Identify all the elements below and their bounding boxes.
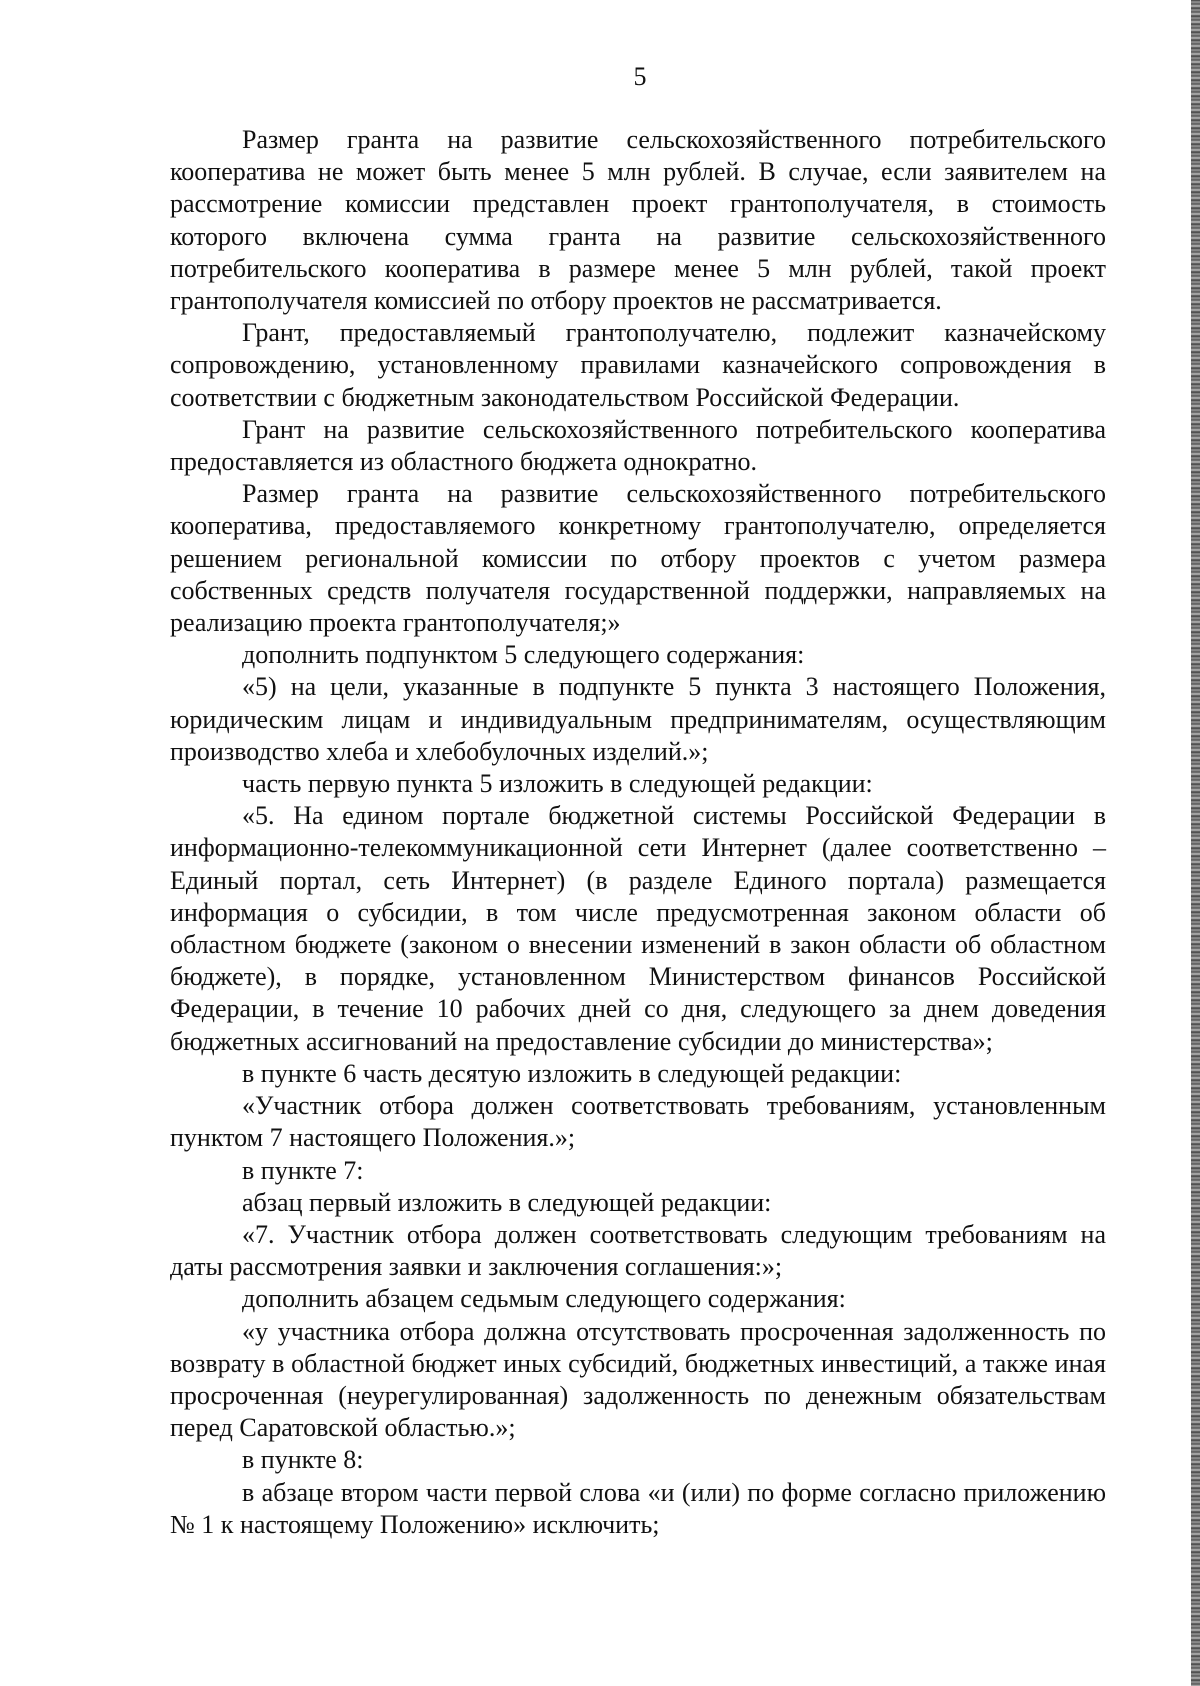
paragraph-item-8-text: в абзаце втором части первой слова «и (или) по форме согласно приложению № 1 к настоящему Положению» исключить; — [170, 1477, 1106, 1539]
paragraph-add-abzac-7: дополнить абзацем седьмым следующего содержания: — [242, 1284, 846, 1314]
page-number: 5 — [633, 62, 647, 91]
paragraph-item-7-text: «7. Участник отбора должен соответствовать следующим требованиям на даты рассмотрения заявки и заключения соглашения:»; — [170, 1219, 1106, 1282]
document-body — [170, 124, 1106, 1541]
paragraph-add-subitem-5: дополнить подпунктом 5 следующего содержания: — [242, 640, 805, 670]
paragraph-item-7-first-abzac: абзац первый изложить в следующей редакции: — [242, 1187, 772, 1217]
paragraph-grant-amount-decision: Размер гранта на развитие сельскохозяйственного потребительского кооператива, предоставляемого конкретному грантополучателю, определяется решением региональной комиссии по отбору проектов с учетом размера собственных средств получателя государственной поддержки, направляемых на реализацию проекта грантополучателя;» — [170, 479, 1106, 638]
paragraph-item-5-edit: часть первую пункта 5 изложить в следующей редакции: — [242, 769, 873, 799]
paragraph-item-6-edit: в пункте 6 часть десятую изложить в следующей редакции: — [242, 1058, 902, 1088]
paragraph-one-time-grant: Грант на развитие сельскохозяйственного потребительского кооператива предоставляется из областного бюджета однократно. — [170, 414, 1106, 477]
paragraph-grant-size: Размер гранта на развитие сельскохозяйственного потребительского кооператива не может быть менее 5 млн рублей. В случае, если заявителем на рассмотрение комиссии представлен проект грантополучателя, в стоимость которого включена сумма гранта на развитие сельскохозяйственного потребительского кооператива в размере менее 5 млн рублей, такой проект грантополучателя комиссией по отбору проектов не рассматривается. — [170, 125, 1106, 316]
paragraph-item-8-heading: в пункте 8: — [242, 1445, 364, 1475]
paragraph-treasury-support: Грант, предоставляемый грантополучателю, подлежит казначейскому сопровождению, установленному правилами казначейского сопровождения в соответствии с бюджетным законодательством Российской Федерации. — [170, 318, 1106, 412]
paragraph-item-5-text: «5. На едином портале бюджетной системы Российской Федерации в информационно-телекоммуникационной сети Интернет (далее соответственно – Единый портал, сеть Интернет) (в разделе Единого портала) размещается информация о субсидии, в том числе предусмотренная законом области об областном бюджете (законом о внесении изменений в закон области об областном бюджете), в порядке, установленном Министерством финансов Российской Федерации, в течение 10 рабочих дней со дня, следующего за днем доведения бюджетных ассигнований на предоставление субсидии до министерства»; — [170, 801, 1106, 1056]
scan-edge — [1191, 0, 1200, 1686]
paragraph-abzac-7-text: «у участника отбора должна отсутствовать просроченная задолженность по возврату в областной бюджет иных субсидий, бюджетных инвестиций, а также иная просроченная (неурегулированная) задолженность по денежным обязательствам перед Саратовской областью.»; — [170, 1316, 1106, 1443]
paragraph-item-6-text: «Участник отбора должен соответствовать требованиям, установленным пунктом 7 настоящего Положения.»; — [170, 1091, 1106, 1153]
paragraph-item-7-heading: в пункте 7: — [242, 1155, 364, 1185]
paragraph-subitem-5-text: «5) на цели, указанные в подпункте 5 пункта 3 настоящего Положения, юридическим лицам и индивидуальным предпринимателям, осуществляющим производство хлеба и хлебобулочных изделий.»; — [170, 672, 1106, 766]
